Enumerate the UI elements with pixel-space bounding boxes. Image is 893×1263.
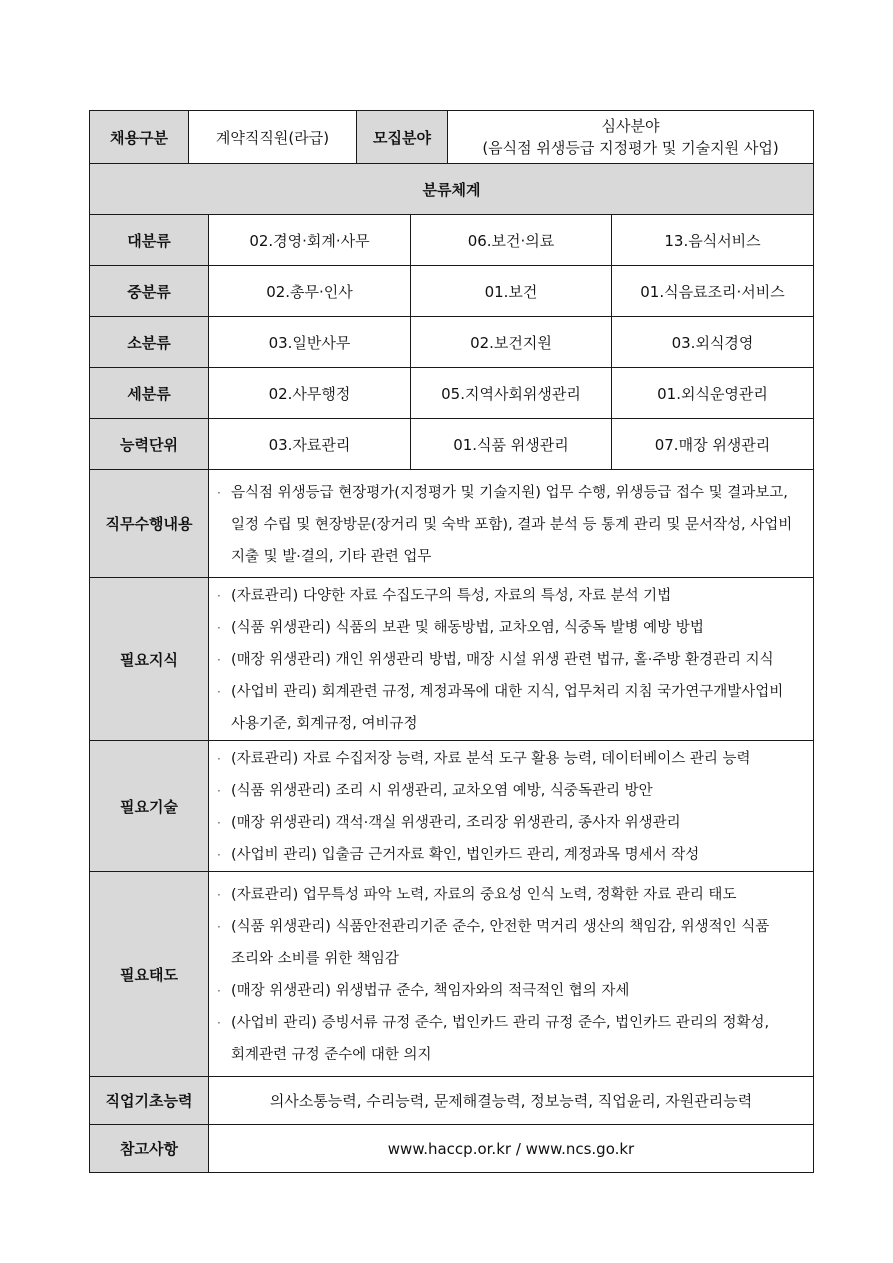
class-cell: 01.식음료조리·서비스 [612,266,814,317]
list-item: · (식품 위생관리) 식품안전관리기준 준수, 안전한 먹거리 생산의 책임감, 위생적인 식품 조리와 소비를 위한 책임감 [217,919,770,967]
field-label: 모집분야 [357,111,448,164]
foundation-row [90,1077,814,1125]
class-row-label: 소분류 [90,317,209,368]
class-row-middle [90,266,814,317]
class-row-ability-unit [90,419,814,470]
class-row-label: 대분류 [90,215,209,266]
duties-row [90,470,814,578]
classification-title: 분류체계 [90,164,814,215]
class-cell: 02.총무·인사 [209,266,411,317]
class-cell: 06.보건·의료 [411,215,612,266]
knowledge-label: 필요지식 [90,578,209,741]
recruit-header-row [90,111,814,164]
list-item: · (자료관리) 업무특성 파악 노력, 자료의 중요성 인식 노력, 정확한 자료 관리 태도 [217,887,737,903]
recruit-type-label: 채용구분 [90,111,189,164]
foundation-value: 의사소통능력, 수리능력, 문제해결능력, 정보능력, 직업윤리, 자원관리능력 [209,1077,814,1125]
foundation-label: 직업기초능력 [90,1077,209,1125]
knowledge-list [209,578,814,741]
list-item: · (식품 위생관리) 조리 시 위생관리, 교차오염 예방, 식중독관리 방안 [217,783,653,799]
recruit-header-table [89,110,814,164]
skills-label: 필요기술 [90,741,209,872]
class-cell: 02.보건지원 [411,317,612,368]
class-cell: 03.일반사무 [209,317,411,368]
class-cell: 01.보건 [411,266,612,317]
class-cell: 01.식품 위생관리 [411,419,612,470]
job-description-sheet [89,110,813,1173]
reference-row [90,1125,814,1173]
list-item: · (자료관리) 자료 수집저장 능력, 자료 분석 도구 활용 능력, 데이터베이스 관리 능력 [217,751,751,767]
reference-label: 참고사항 [90,1125,209,1173]
duties-list [209,470,814,578]
recruit-type-value: 계약직직원(라급) [189,111,357,164]
list-item: · (사업비 관리) 증빙서류 규정 준수, 법인카드 관리 규정 준수, 법인카드 관리의 정확성, 회계관련 규정 준수에 대한 의지 [217,1015,770,1063]
class-row-detail [90,368,814,419]
list-item: · (사업비 관리) 입출금 근거자료 확인, 법인카드 관리, 계정과목 명세서 작성 [217,847,700,863]
attitude-label: 필요태도 [90,872,209,1077]
class-cell: 03.외식경영 [612,317,814,368]
class-row-label: 중분류 [90,266,209,317]
class-row-major [90,215,814,266]
class-cell: 03.자료관리 [209,419,411,470]
list-item: · (자료관리) 다양한 자료 수집도구의 특성, 자료의 특성, 자료 분석 기법 [217,588,672,604]
list-item: · (매장 위생관리) 객석·객실 위생관리, 조리장 위생관리, 종사자 위생관리 [217,815,681,831]
list-item: · (사업비 관리) 회계관련 규정, 계정과목에 대한 지식, 업무처리 지침 국가연구개발사업비 사용기준, 회계규정, 여비규정 [217,684,784,732]
classification-title-row [90,164,814,215]
class-cell: 07.매장 위생관리 [612,419,814,470]
field-value-line1: 심사분야 [601,117,660,135]
skills-list [209,741,814,872]
knowledge-row [90,578,814,741]
list-item: · (매장 위생관리) 개인 위생관리 방법, 매장 시설 위생 관련 법규, 홀·주방 환경관리 지식 [217,652,774,668]
field-value [448,111,814,164]
attitude-row [90,872,814,1077]
class-row-label: 세분류 [90,368,209,419]
list-item: · (식품 위생관리) 식품의 보관 및 해동방법, 교차오염, 식중독 발병 예방 방법 [217,620,704,636]
class-cell: 02.사무행정 [209,368,411,419]
class-row-minor [90,317,814,368]
class-cell: 13.음식서비스 [612,215,814,266]
reference-value: www.haccp.or.kr / www.ncs.go.kr [209,1125,814,1173]
list-item: · 음식점 위생등급 현장평가(지정평가 및 기술지원) 업무 수행, 위생등급 접수 및 결과보고, 일정 수립 및 현장방문(장거리 및 숙박 포함), 결과 분석 등 통계 관리 및 문서작성, 사업비 지출 및 발·결의, 기타 관련 업무 [217,484,793,565]
class-row-label: 능력단위 [90,419,209,470]
field-value-line2: (음식점 위생등급 지정평가 및 기술지원 사업) [482,139,779,157]
attitude-list [209,872,814,1077]
class-cell: 05.지역사회위생관리 [411,368,612,419]
skills-row [90,741,814,872]
classification-table [89,163,814,1173]
class-cell: 02.경영·회계·사무 [209,215,411,266]
duties-label: 직무수행내용 [90,470,209,578]
list-item: · (매장 위생관리) 위생법규 준수, 책임자와의 적극적인 협의 자세 [217,983,630,999]
class-cell: 01.외식운영관리 [612,368,814,419]
